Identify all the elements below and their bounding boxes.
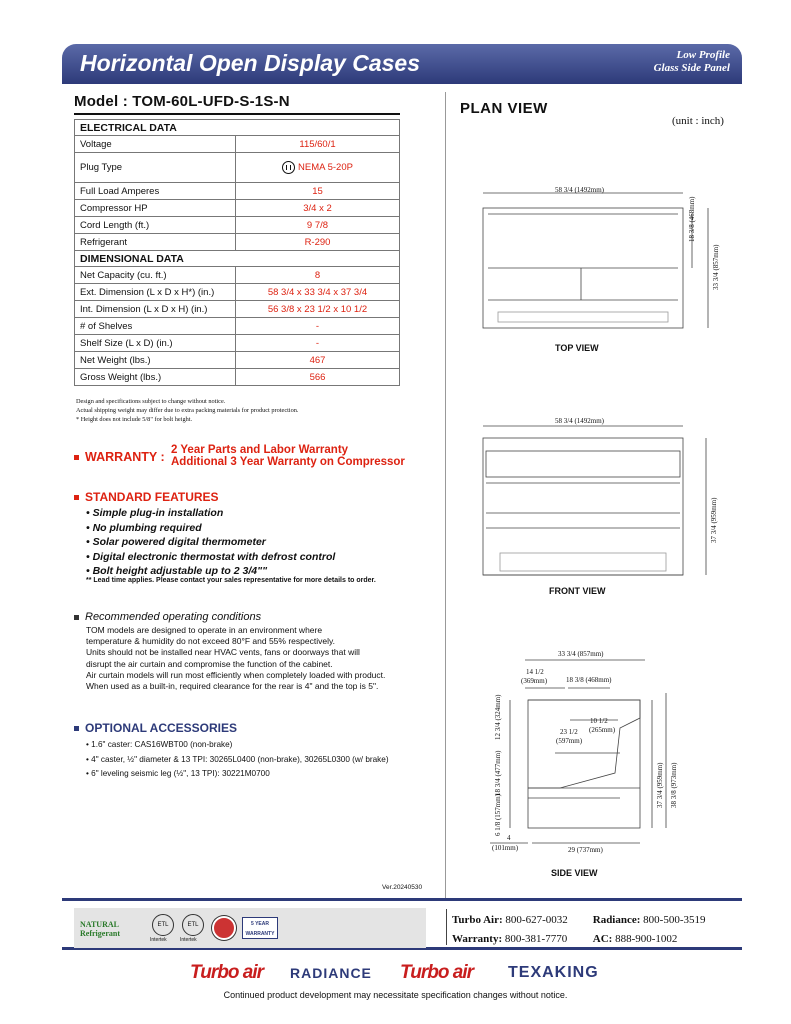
recommended-text: TOM models are designed to operate in an environment where temperature & humidity do not exceed 80°F and 55% respectively. Units should not be installed near HVAC vents, fans or doorways that will disrupt the air curtain and compromise the function of the cabinet. Air curtain models will run most efficiently when completely loaded with product. When used as a built-in, required clearance for the rear is 4" and the top is 5". bbox=[86, 625, 386, 692]
accessories-list bbox=[86, 738, 389, 782]
page-title: Horizontal Open Display Cases bbox=[80, 50, 420, 76]
dimension-label: 58 3/4 (1492mm) bbox=[555, 186, 604, 194]
spec-label: Net Capacity (cu. ft.) bbox=[75, 267, 236, 284]
certifier-label: Intertek bbox=[150, 937, 167, 943]
bullet-icon bbox=[74, 455, 79, 460]
footer bbox=[62, 898, 742, 950]
plug-icon bbox=[282, 161, 295, 174]
disclaimer: Continued product development may necessitate specification changes without notice. bbox=[223, 990, 568, 1000]
bullet-icon bbox=[74, 726, 79, 731]
spec-label: Voltage bbox=[75, 136, 236, 153]
section-heading: DIMENSIONAL DATA bbox=[75, 251, 400, 267]
spec-label: Shelf Size (L x D) (in.) bbox=[75, 335, 236, 352]
spec-value: 115/60/1 bbox=[236, 136, 400, 153]
bullet-icon bbox=[74, 615, 79, 620]
top-view-drawing bbox=[470, 180, 740, 340]
page-header bbox=[62, 44, 742, 84]
certifier-label: Intertek bbox=[180, 937, 197, 943]
dimension-label: 38 3/8 (973mm) bbox=[670, 762, 678, 808]
dimension-label: 18 3/4 (477mm) bbox=[494, 750, 502, 796]
dimension-label: (101mm) bbox=[492, 844, 519, 852]
front-view-drawing bbox=[470, 413, 740, 583]
features-list bbox=[86, 506, 335, 579]
list-item: • 6" leveling seismic leg (½", 13 TPI): 30221M0700 bbox=[86, 769, 270, 778]
list-item: • 1.6" caster: CAS16WBT00 (non-brake) bbox=[86, 740, 233, 749]
spec-label: # of Shelves bbox=[75, 318, 236, 335]
warranty-badge: 5 YEAR WARRANTY bbox=[242, 917, 278, 939]
spec-label: Net Weight (lbs.) bbox=[75, 352, 236, 369]
spec-label: Plug Type bbox=[75, 153, 236, 183]
divider bbox=[74, 113, 400, 115]
list-item: • Bolt height adjustable up to 2 3/4"" bbox=[86, 565, 268, 577]
warranty-label: WARRANTY : bbox=[74, 450, 165, 464]
natural-refrigerant-logo: NATURAL Refrigerant bbox=[80, 920, 120, 938]
contact-label: Warranty bbox=[452, 933, 499, 945]
dimension-label: 29 (737mm) bbox=[568, 846, 603, 854]
side-view-caption: SIDE VIEW bbox=[551, 868, 598, 878]
header-subtitle: Low Profile Glass Side Panel bbox=[653, 49, 730, 74]
dimension-label: 37 3/4 (959mm) bbox=[656, 762, 664, 808]
brand-logos bbox=[190, 962, 610, 984]
dimension-label: (369mm) bbox=[521, 677, 548, 685]
contact-label: Turbo Air bbox=[452, 914, 499, 926]
side-view-drawing bbox=[470, 648, 740, 863]
spec-label: Ext. Dimension (L x D x H*) (in.) bbox=[75, 284, 236, 301]
standard-features-heading: STANDARD FEATURES bbox=[74, 490, 219, 504]
spec-table bbox=[74, 119, 400, 386]
spec-value: - bbox=[236, 318, 400, 335]
spec-value: 467 bbox=[236, 352, 400, 369]
etl-logo: ETL bbox=[152, 914, 174, 936]
spec-label: Refrigerant bbox=[75, 234, 236, 251]
contact-label: Radiance bbox=[592, 914, 637, 926]
turbo-air-logo: Turbo air bbox=[190, 962, 263, 983]
plan-view-title: PLAN VIEW bbox=[460, 100, 548, 117]
unit-label: (unit : inch) bbox=[672, 115, 724, 127]
top-view-svg bbox=[470, 180, 740, 340]
list-item: • No plumbing required bbox=[86, 521, 202, 534]
warranty-badge-icon bbox=[212, 916, 236, 940]
contact-phone: 800-500-3519 bbox=[643, 914, 706, 926]
spec-value: NEMA 5-20P bbox=[236, 153, 400, 183]
dimension-label: 37 3/4 (959mm) bbox=[710, 497, 718, 543]
divider bbox=[446, 909, 447, 945]
divider bbox=[445, 92, 446, 900]
contact-label: AC bbox=[592, 933, 609, 945]
spec-value: 56 3/8 x 23 1/2 x 10 1/2 bbox=[236, 301, 400, 318]
spec-label: Full Load Amperes bbox=[75, 183, 236, 200]
front-view-caption: FRONT VIEW bbox=[549, 586, 606, 596]
model-number: Model : TOM-60L-UFD-S-1S-N bbox=[74, 93, 290, 110]
radiance-logo: RADIANCE bbox=[290, 965, 372, 981]
spec-value: 58 3/4 x 33 3/4 x 37 3/4 bbox=[236, 284, 400, 301]
front-view-svg bbox=[470, 413, 740, 583]
etl-sanitation-logo: ETL bbox=[182, 914, 204, 936]
spec-label: Cord Length (ft.) bbox=[75, 217, 236, 234]
top-view-caption: TOP VIEW bbox=[555, 343, 599, 353]
dimension-label: 18 3/8 (468mm) bbox=[566, 676, 612, 684]
dimension-label: 33 3/4 (857mm) bbox=[558, 650, 604, 658]
certification-badges bbox=[74, 908, 426, 948]
list-item: • Simple plug-in installation bbox=[86, 507, 224, 519]
spec-value: R-290 bbox=[236, 234, 400, 251]
dimension-label: 12 3/4 (324mm) bbox=[494, 694, 502, 740]
texaking-logo: TEXAKING bbox=[508, 964, 599, 981]
dimension-label: 10 1/2 bbox=[590, 717, 608, 725]
list-item: • Digital electronic thermostat with defrost control bbox=[86, 550, 336, 563]
spec-label: Int. Dimension (L x D x H) (in.) bbox=[75, 301, 236, 318]
spec-value: 15 bbox=[236, 183, 400, 200]
recommended-heading: Recommended operating conditions bbox=[74, 611, 261, 623]
list-item: • Solar powered digital thermometer bbox=[86, 536, 266, 548]
spec-value: - bbox=[236, 335, 400, 352]
dimension-label: (597mm) bbox=[556, 737, 583, 745]
section-heading: ELECTRICAL DATA bbox=[75, 120, 400, 136]
contact-phone: 800-381-7770 bbox=[504, 933, 568, 945]
contact-phone: 888-900-1002 bbox=[615, 933, 678, 945]
spec-value: 3/4 x 2 bbox=[236, 200, 400, 217]
dimension-label: 58 3/4 (1492mm) bbox=[555, 417, 604, 425]
dimension-label: 33 3/4 (857mm) bbox=[712, 244, 720, 290]
optional-accessories-heading: OPTIONAL ACCESSORIES bbox=[74, 721, 237, 735]
contact-info: Turbo Air: 800-627-0032 Radiance: 800-500-3519 Warranty: 800-381-7770 AC: 888-900-1002 bbox=[452, 911, 706, 949]
bullet-icon bbox=[74, 495, 79, 500]
lead-time-note: ** Lead time applies. Please contact your sales representative for more details to order. bbox=[86, 577, 376, 584]
spec-value: 566 bbox=[236, 369, 400, 386]
spec-label: Gross Weight (lbs.) bbox=[75, 369, 236, 386]
dimension-label: (265mm) bbox=[589, 726, 616, 734]
turbo-air-logo: Turbo air bbox=[400, 962, 473, 983]
dimension-label: 6 1/8 (157mm) bbox=[494, 794, 502, 836]
contact-phone: 800-627-0032 bbox=[505, 914, 568, 926]
spec-notes: Design and specifications subject to change without notice. Actual shipping weight may differ due to extra packing materials for product protection. * Height does not include 5/8" for bolt height. bbox=[76, 398, 299, 423]
spec-label: Compressor HP bbox=[75, 200, 236, 217]
dimension-label: 18 3/8 (468mm) bbox=[688, 196, 696, 242]
dimension-label: 23 1/2 bbox=[560, 728, 578, 736]
version-label: Ver.20240530 bbox=[382, 884, 423, 891]
spec-value: 9 7/8 bbox=[236, 217, 400, 234]
dimension-label: 4 bbox=[507, 834, 511, 842]
list-item: • 4" caster, ½" diameter & 13 TPI: 30265L0400 (non-brake), 30265L0300 (w/ brake) bbox=[86, 754, 389, 764]
dimension-label: 14 1/2 bbox=[526, 668, 544, 676]
warranty-text: 2 Year Parts and Labor Warranty Additional 3 Year Warranty on Compressor bbox=[171, 444, 405, 468]
spec-value: 8 bbox=[236, 267, 400, 284]
